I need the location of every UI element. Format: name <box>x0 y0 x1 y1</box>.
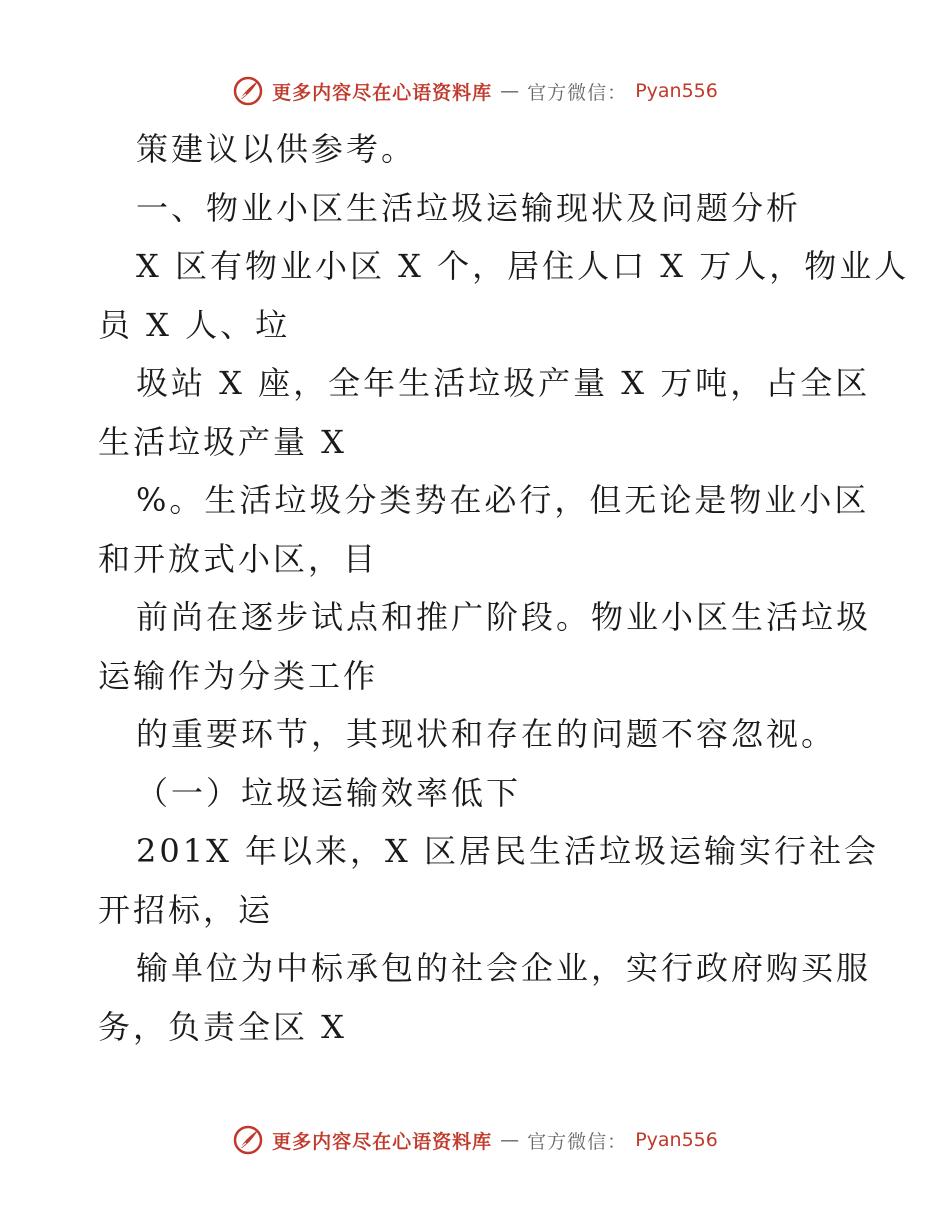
banner-separator: — <box>500 80 520 102</box>
feather-pen-logo-icon <box>232 75 264 107</box>
text-line: 输单位为中标承包的社会企业，实行政府购买服 <box>136 949 872 987</box>
text-line: %。生活垃圾分类势在必行，但无论是物业小区 <box>136 481 870 519</box>
header-banner <box>0 74 950 108</box>
text-line: 和开放式小区，目 <box>98 539 379 578</box>
text-line: 圾站 X 座，全年生活垃圾产量 X 万吨，占全区 <box>136 364 871 402</box>
banner-wechat-id: Pyan556 <box>635 80 718 102</box>
text-line: 前尚在逐步试点和推广阶段。物业小区生活垃圾 <box>136 598 872 636</box>
banner-wechat-label: 官方微信： <box>527 81 628 104</box>
text-line: 201X 年以来，X 区居民生活垃圾运输实行社会 <box>136 832 879 870</box>
text-line: 员 X 人、垃 <box>98 305 291 344</box>
banner-title: 更多内容尽在心语资料库 <box>272 81 493 104</box>
section-heading: 一、物业小区生活垃圾运输现状及问题分析 <box>136 188 802 227</box>
text-line: 策建议以供参考。 <box>136 130 417 168</box>
banner-title: 更多内容尽在心语资料库 <box>272 1130 493 1153</box>
banner-wechat-label: 官方微信： <box>527 1130 628 1153</box>
banner-wechat-id: Pyan556 <box>635 1129 718 1151</box>
text-line: 运输作为分类工作 <box>98 656 379 695</box>
document-body <box>98 120 910 1056</box>
banner-separator: — <box>500 1129 520 1151</box>
text-line: X 区有物业小区 X 个，居住人口 X 万人，物业人 <box>136 247 910 285</box>
text-line: 生活垃圾产量 X <box>98 422 347 461</box>
text-line: 开招标，运 <box>98 890 274 929</box>
subsection-heading: （一）垃圾运输效率低下 <box>136 773 522 812</box>
text-line: 务，负责全区 X <box>98 1007 347 1046</box>
feather-pen-logo-icon <box>232 1124 264 1156</box>
text-line: 的重要环节，其现状和存在的问题不容忽视。 <box>136 715 837 753</box>
footer-banner <box>0 1123 950 1157</box>
